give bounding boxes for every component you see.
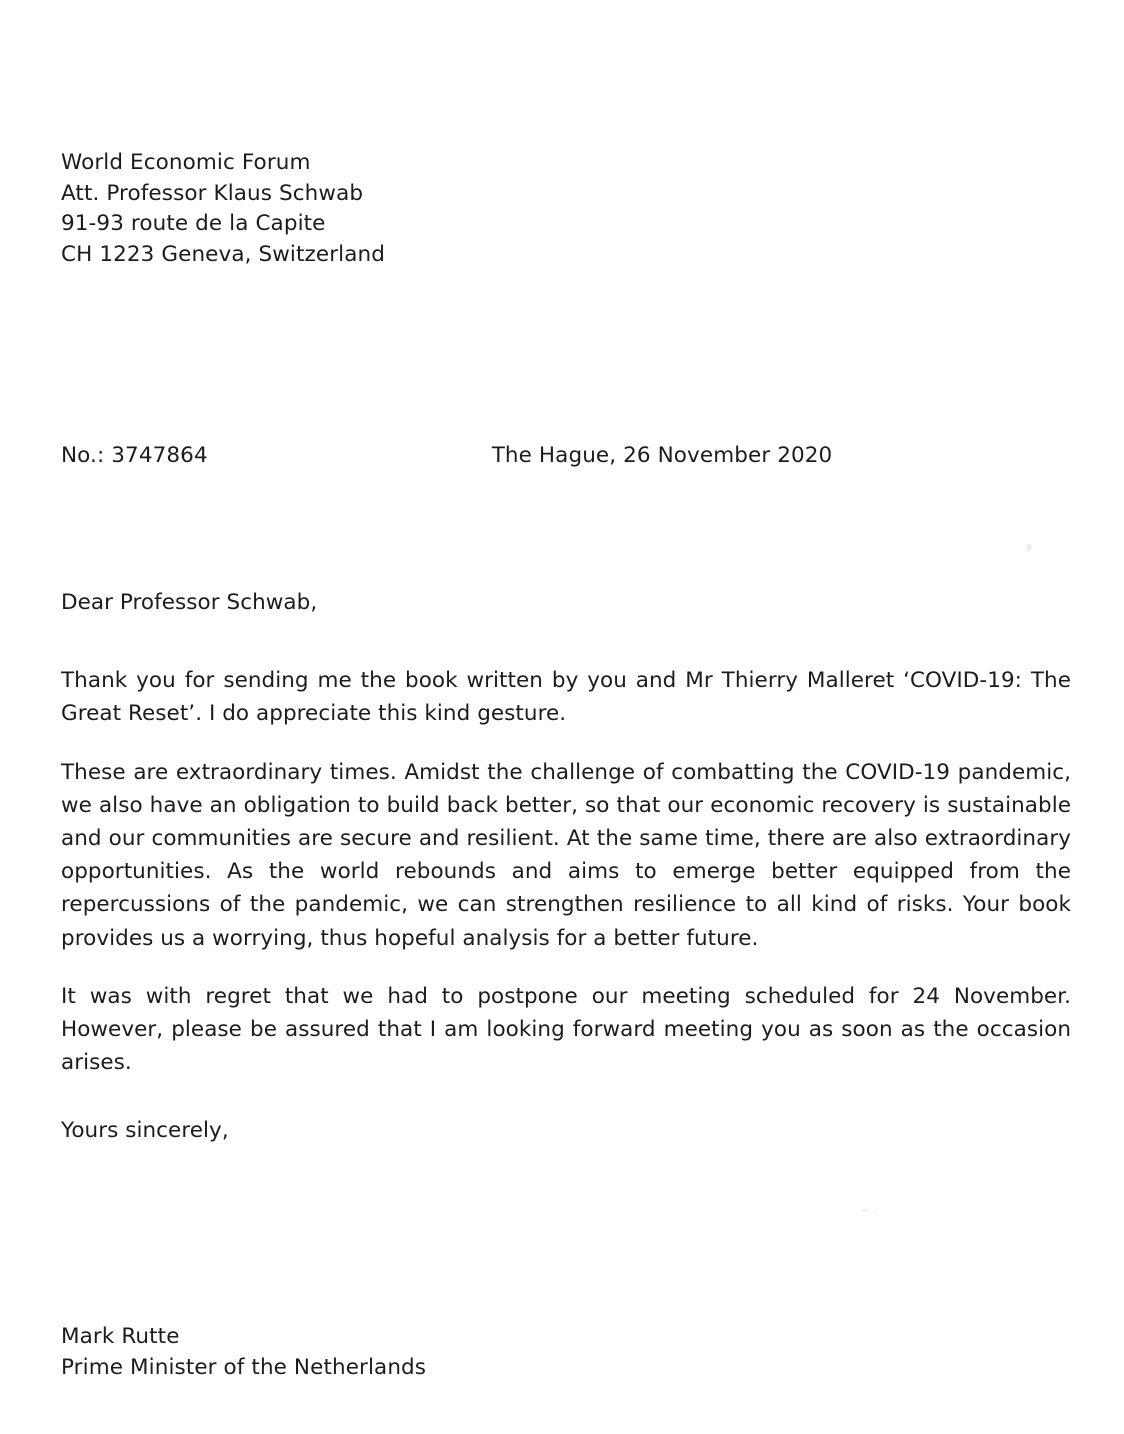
address-line-organization: World Economic Forum <box>61 150 311 175</box>
scan-artifact-speck <box>1027 544 1031 551</box>
address-line-street: 91-93 route de la Capite <box>61 211 326 236</box>
body-paragraph-3: It was with regret that we had to postpone our meeting scheduled for 24 November. However, please be assured that I am looking forward meeting you as soon as the occasion arises. <box>61 983 1071 1076</box>
address-line-city-country: CH 1223 Geneva, Switzerland <box>61 241 385 267</box>
scan-artifact-speck <box>874 1210 877 1213</box>
address-line-attention: Att. Professor Klaus Schwab <box>61 180 364 206</box>
body-paragraph-2: These are extraordinary times. Amidst the challenge of combatting the COVID-19 pandemic, we also have an obligation to build back better, so that our economic recovery is sustainable and our communities are secure and resilient. At the same time, there are also extraordinary opportunities. As the world rebounds and aims to emerge better equipped from the repercussions of the pandemic, we can strengthen resilience to all kind of risks. Your book provides us a worrying, thus hopeful analysis for a better future. <box>61 759 1071 951</box>
body-paragraph-1: Thank you for sending me the book written by you and Mr Thierry Malleret ‘COVID-19: The Great Reset’. I do appreciate this kind gesture. <box>61 668 1071 727</box>
letter-meta-row <box>61 441 1070 471</box>
signer-title: Prime Minister of the Netherlands <box>61 1354 427 1380</box>
scan-artifact-speck <box>862 1209 868 1212</box>
salutation: Dear Professor Schwab, <box>61 590 318 615</box>
letter-body <box>61 586 1071 1148</box>
closing-salutation: Yours sincerely, <box>61 1118 229 1144</box>
signer-name: Mark Rutte <box>61 1324 180 1349</box>
signer-block <box>61 1322 661 1383</box>
recipient-address-block <box>61 148 621 270</box>
signature-area <box>61 1130 581 1305</box>
reference-number: No.: 3747864 <box>61 443 208 468</box>
place-and-date: The Hague, 26 November 2020 <box>491 443 833 468</box>
